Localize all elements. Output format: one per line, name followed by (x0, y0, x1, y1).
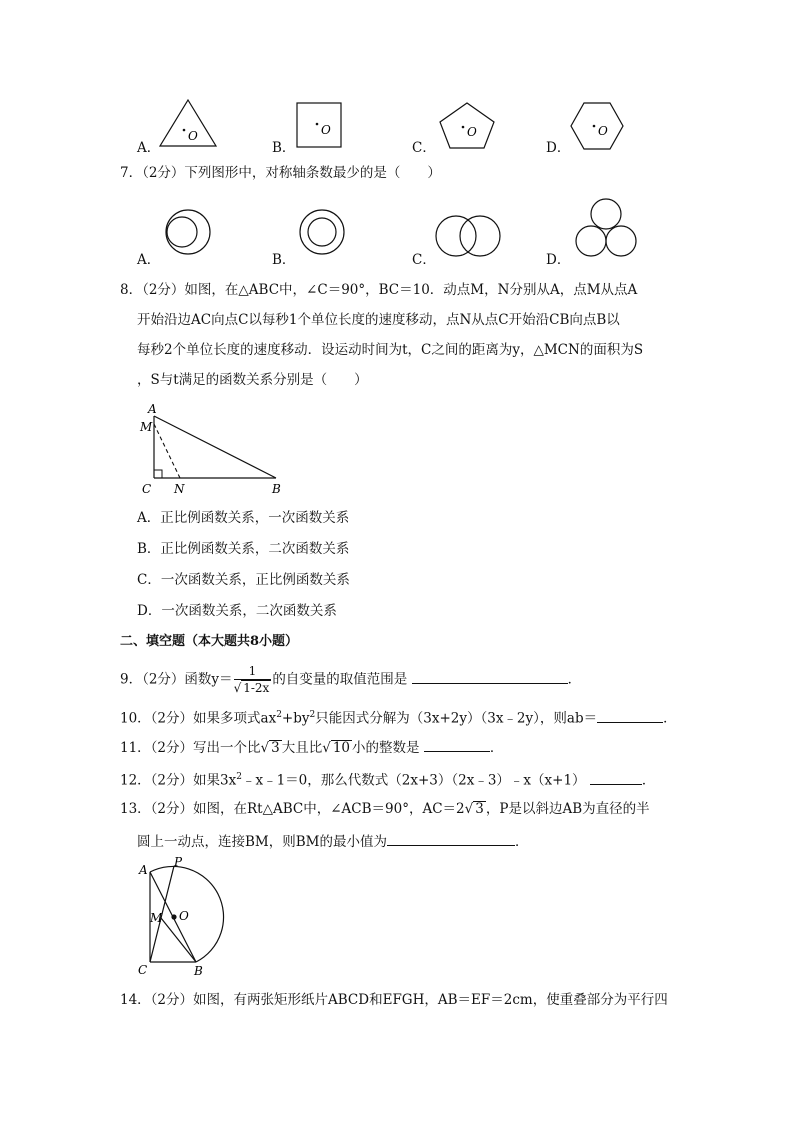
q6-d-center-label: O (598, 124, 608, 138)
q6-option-c-letter: C． (412, 140, 436, 156)
q13-end: ． (515, 834, 529, 850)
q7-c-two-circles-figure (432, 214, 508, 258)
q14-line-1: 14．（2分）如图，有两张矩形纸片ABCD和EFGH，AB＝EF＝2cm，使重叠部分为平行四 (120, 992, 668, 1008)
q13-line-2 (137, 830, 529, 852)
q8-label-m: M (140, 420, 153, 434)
section-heading: 二、填空题（本大题共8小题） (120, 634, 299, 649)
q11-answer-blank[interactable] (424, 736, 490, 752)
q10-exp-2: 2 (309, 710, 316, 720)
q12-end: ． (641, 772, 656, 789)
q10-suffix: 只能因式分解为（3x+2y）（3x﹣2y），则ab＝ (315, 710, 598, 727)
q13-line-1a: 13．（2分）如图，在Rt△ABC中，∠ACB＝90°，AC＝2 (120, 801, 465, 817)
triangle-figure (158, 98, 222, 150)
q7-d-three-circles-figure (574, 198, 640, 260)
q13-label-m: M (150, 911, 163, 925)
q8-option-b: B．正比例函数关系，二次函数关系 (137, 541, 350, 557)
q11-prefix: 11．（2分）写出一个比 (120, 740, 261, 756)
q9-text (120, 664, 581, 696)
hexagon-figure (570, 102, 626, 152)
q8-right-triangle-figure (136, 400, 296, 500)
q12-prefix: 12．（2分）如果3x (120, 772, 237, 789)
q10-exp-1: 2 (276, 710, 282, 720)
q13-line-1: 13．（2分）如图，在Rt△ABC中，∠ACB＝90°，AC＝2√ 3 ，P是以斜边AB为直径的半 (120, 801, 650, 817)
q11-radicand-2: 10 (332, 740, 351, 756)
pentagon-figure (438, 102, 498, 152)
q9-prefix: 9．（2分）函数y＝ (120, 671, 233, 688)
q13-radicand: 3 (475, 801, 484, 817)
q8-label-b: B (272, 482, 281, 496)
q13-answer-blank[interactable] (387, 830, 515, 846)
q9-end: ． (567, 671, 582, 688)
q11-suffix: 小的整数是 (352, 740, 420, 756)
q12-text (120, 767, 655, 791)
q8-line-3: 每秒2个单位长度的速度移动．设运动时间为t，C之间的距离为y，△MCN的面积为S (137, 342, 644, 358)
q6-option-a-letter: A． (137, 140, 161, 156)
q9-numerator: 1 (234, 664, 272, 680)
q13-label-a: A (139, 863, 148, 877)
q13-line-1b: ，P是以斜边AB为直径的半 (485, 801, 650, 817)
q9-answer-blank[interactable] (412, 668, 568, 684)
q8-line-4: ，S与t满足的函数关系分别是（ ） (137, 372, 368, 388)
q11-radicand-1: 3 (271, 740, 280, 756)
q10-mid: +by (281, 710, 310, 727)
q9-fraction (234, 664, 272, 696)
q7-text: 7．（2分）下列图形中，对称轴条数最少的是（ ） (120, 165, 441, 181)
q6-option-b-letter: B． (272, 140, 296, 156)
q13-label-c: C (138, 963, 148, 977)
q8-label-a: A (148, 402, 157, 416)
q7-option-d-letter: D． (546, 252, 571, 268)
q9-suffix: 的自变量的取值范围是 (272, 671, 408, 688)
q13-label-o: O (179, 909, 189, 923)
q6-a-center-label: O (188, 129, 198, 143)
q10-answer-blank[interactable] (597, 707, 663, 723)
q10-prefix: 10．（2分）如果多项式ax (120, 710, 277, 727)
q7-option-b-letter: B． (272, 252, 296, 268)
q7-b-concentric-circles-figure (298, 208, 348, 258)
q7-option-c-letter: C． (412, 252, 436, 268)
q6-option-d-letter: D． (546, 140, 571, 156)
q12-exp: 2 (236, 772, 242, 782)
q13-label-b: B (194, 964, 203, 978)
q7-option-a-letter: A． (137, 252, 161, 268)
q9-denominator: √ 1-2x (233, 681, 270, 695)
q8-option-a: A．正比例函数关系，一次函数关系 (137, 510, 350, 526)
q8-label-n: N (174, 482, 185, 496)
q8-option-d: D．一次函数关系，二次函数关系 (137, 603, 337, 619)
q8-label-c: C (142, 482, 152, 496)
q8-option-c: C．一次函数关系，正比例函数关系 (137, 572, 350, 588)
q12-answer-blank[interactable] (590, 769, 642, 785)
square-figure (296, 102, 344, 150)
q8-line-2: 开始沿边AC向点C以每秒1个单位长度的速度移动，点N从点C开始沿CB向点B以 (137, 312, 620, 328)
q6-c-center-label: O (467, 125, 477, 139)
q10-end: ． (663, 710, 677, 727)
q8-line-1: 8．（2分）如图，在△ABC中，∠C＝90°，BC＝10．动点M，N分别从A，点M从点A (120, 282, 638, 298)
q11-text: 11．（2分）写出一个比√ 3 大且比√ 10 小的整数是 ． (120, 736, 503, 758)
q11-end: ． (489, 740, 504, 756)
q12-suffix: ﹣x﹣1＝0，那么代数式（2x+3）（2x﹣3）﹣x（x+1） (241, 772, 586, 789)
q13-semicircle-figure (134, 854, 234, 978)
q13-label-p: P (174, 855, 183, 869)
q11-mid: 大且比 (281, 740, 323, 756)
q6-b-center-label: O (321, 123, 331, 137)
q9-denominator-radicand: 1-2x (243, 681, 270, 695)
q10-text (120, 705, 677, 729)
q13-line-2-text: 圆上一动点，连接BM，则BM的最小值为 (137, 834, 387, 850)
q7-a-circles-figure (164, 208, 214, 258)
